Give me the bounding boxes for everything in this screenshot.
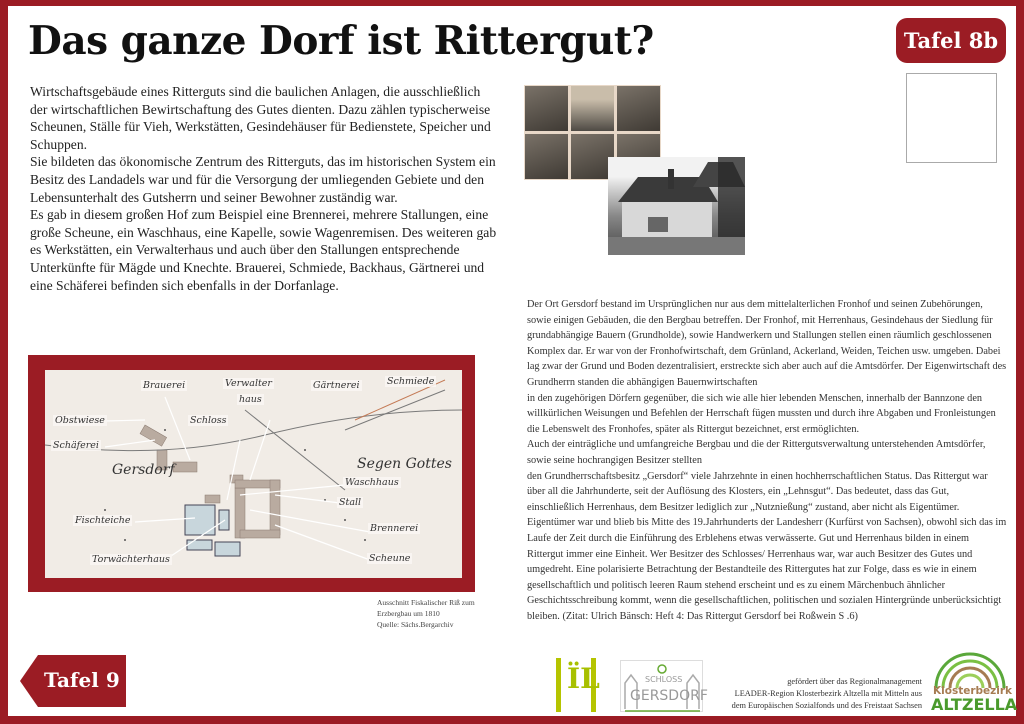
- map-label-fischteiche: Fischteiche: [75, 515, 131, 526]
- paragraph: in den zugehörigen Dörfern gegenüber, die sich wie alle hier lebenden Menschen, innerhalb der Bannzone den willkürlichen Weisungen und Befehlen der Herrschaft fügen mussten und durch ihre Abgaben und Fronleistungen die Lebenswelt des Fronhofes, später als Rittergut bezeichnet, erst ermöglichten.: [527, 392, 996, 435]
- rainbow-arc-icon: [928, 640, 1012, 690]
- prev-panel-label: Tafel 9: [44, 668, 120, 692]
- house-photo: [608, 157, 745, 255]
- paragraph: Der Ort Gersdorf bestand im Ursprünglichen nur aus dem mittelalterlichen Fronhof und seinen Zubehörungen, sowie einigen Gebäuden, die den Bergbau betreffen. Der Fronhof, mit Herrenhaus, Gesindehaus der Siedlung für grundabhängige Bauern (Grundholde), sowie Handwerkern und Stallungen stellen einen räumlich geschlossenen Komplex dar. Er war von der Fronhofwirtschaft, dem Grünland, Ackerland, Weiden, Teichen usw. umgeben. Dabei lag zwar der Grund und Boden dezentralisiert, erstreckte sich aber auch auf die Amtsdörfer. Der Eigenwirtschaft des Grundherrn standen die abhängigen Bauernwirtschaften: [527, 299, 1007, 388]
- map-label-brennerei: Brennerei: [370, 523, 419, 534]
- map-label-obstwiese: Obstwiese: [55, 415, 105, 426]
- caption-line: Ausschnitt Fiskalischer Riß zum: [377, 598, 475, 607]
- schloss-gersdorf-logo: [620, 660, 708, 712]
- funding-line: dem Europäischen Sozialfonds und des Freistaat Sachsen: [731, 701, 922, 710]
- prev-panel-button[interactable]: [20, 655, 126, 707]
- map-label-verwalter: Verwalter: [225, 378, 272, 389]
- map-label-gaertnerei: Gärtnerei: [313, 380, 360, 391]
- map-label-schaeferei: Schäferei: [53, 440, 99, 451]
- funding-line: gefördert über das Regionalmanagement: [787, 677, 922, 686]
- map-label-stall: Stall: [339, 497, 362, 508]
- caption-line: Quelle: Sächs.Bergarchiv: [377, 620, 454, 629]
- history-text: [527, 297, 1007, 624]
- logo-text: GERSDORF: [630, 688, 708, 704]
- map-label-brauerei: Brauerei: [143, 380, 186, 391]
- paragraph: den Grundherrschaftsbesitz „Gersdorf“ viele Jahrzehnte in einen hochherrschaftlichen Status. Das Rittergut war über all die Jahrhunderte, seit der Auflösung des Klosters, ein „Lehnsgut“. Das bedeutet, dass das Gut, einschließlich Herrenhaus, dem Besitzer lediglich zur „Nutznießung“ zustand, aber nicht als Eigentümer. Eigentümer war und blieb bis Mitte des 19.Jahrhunderts der Landesherr (Kurfürst von Sachsen), obwohl sich das im Laufe der Zeit durch die Einführung des Erblehens etwas verwässerte. Gut und Herrenhaus bilden in einem Rittergut immer eine Einheit. Wer Besitzer des Schlosses/ Herrenhaus war, war auch Besitzer des Gutes und umgedreht. Eine polarisierte Betrachtung der Bestandteile des Rittergutes hat zur Folge, dass es wie in einem gesellschaftlich und politisch leeren Raum stehend erscheint und es zu einem Märchenbuch ähnlicher Geschichtsschreibung kommt, wenn die gesellschaftlichen, politischen und sozialen Hintergründe unberücksichtigt bleiben. (Zitat: Ulrich Bänsch: Heft 4: Das Rittergut Gersdorf bei Roßwein S .6): [527, 470, 1007, 622]
- map-label-gersdorf: Gersdorf: [112, 462, 175, 478]
- caption-line: Erzbergbau um 1810: [377, 609, 440, 618]
- paragraph: Sie bildeten das ökonomische Zentrum des Ritterguts, das im historischen System ein Besitz des Landadels war und für die Versorgung der umliegenden Gebiete und den Lebensunterhalt des Gutsherrn und seiner Bewohner zuständig war.: [30, 154, 496, 205]
- map-label-scheune: Scheune: [369, 553, 411, 564]
- map-label-schloss: Schloss: [190, 415, 227, 426]
- iol-logo-text: ÏL: [567, 662, 600, 695]
- intro-text: [30, 83, 500, 294]
- historic-map: [45, 370, 462, 578]
- funding-note: [700, 676, 922, 712]
- map-caption: [377, 597, 475, 630]
- map-label-haus: haus: [239, 394, 262, 405]
- logo-text: Klosterbezirk: [933, 685, 1013, 697]
- paragraph: Es gab in diesem großen Hof zum Beispiel eine Brennerei, mehrere Stallungen, eine große Scheune, ein Waschhaus, eine Kapelle, sowie Wagenremisen. Des weiteren gab es Werkstätten, ein Verwalterhaus und auch über den Stallungen entsprechende Unterkünfte für Mägde und Knechte. Brauerei, Schmiede, Backhaus, Gärtnerei und eine Schäferei befinden sich ebenfalls in der Dorfanlage.: [30, 207, 497, 293]
- page-title: Das ganze Dorf ist Rittergut?: [28, 18, 654, 64]
- castle-icon: [621, 661, 704, 713]
- paragraph: Auch der einträgliche und umfangreiche Bergbau und die der Rittergutsverwaltung unterstehenden Amtsdörfer, sowie seine hochrangigen Besitzer stellten: [527, 439, 986, 466]
- logo-text: SCHLOSS: [645, 675, 683, 684]
- logo-text: ALTZELLA: [931, 695, 1018, 714]
- altzella-logo: [928, 640, 1018, 714]
- map-label-segen-gottes: Segen Gottes: [357, 456, 452, 472]
- funding-line: LEADER-Region Klosterbezirk Altzella mit Mitteln aus: [734, 689, 922, 698]
- map-label-torwaechterhaus: Torwächterhaus: [92, 554, 170, 565]
- map-label-waschhaus: Waschhaus: [345, 477, 399, 488]
- empty-box: [906, 73, 997, 163]
- iol-logo: [556, 658, 600, 712]
- paragraph: Wirtschaftsgebäude eines Ritterguts sind die baulichen Anlagen, die ausschließlich der wirtschaftlichen Bewirtschaftung des Gutes dienten. Dazu zählen typischerweise Scheunen, Ställe für Vieh, Werkstätten, Gesindehäuser für Bedienstete, Speicher und Schuppen.: [30, 84, 491, 152]
- panel-badge: Tafel 8b: [896, 18, 1006, 63]
- map-label-schmiede: Schmiede: [387, 376, 435, 387]
